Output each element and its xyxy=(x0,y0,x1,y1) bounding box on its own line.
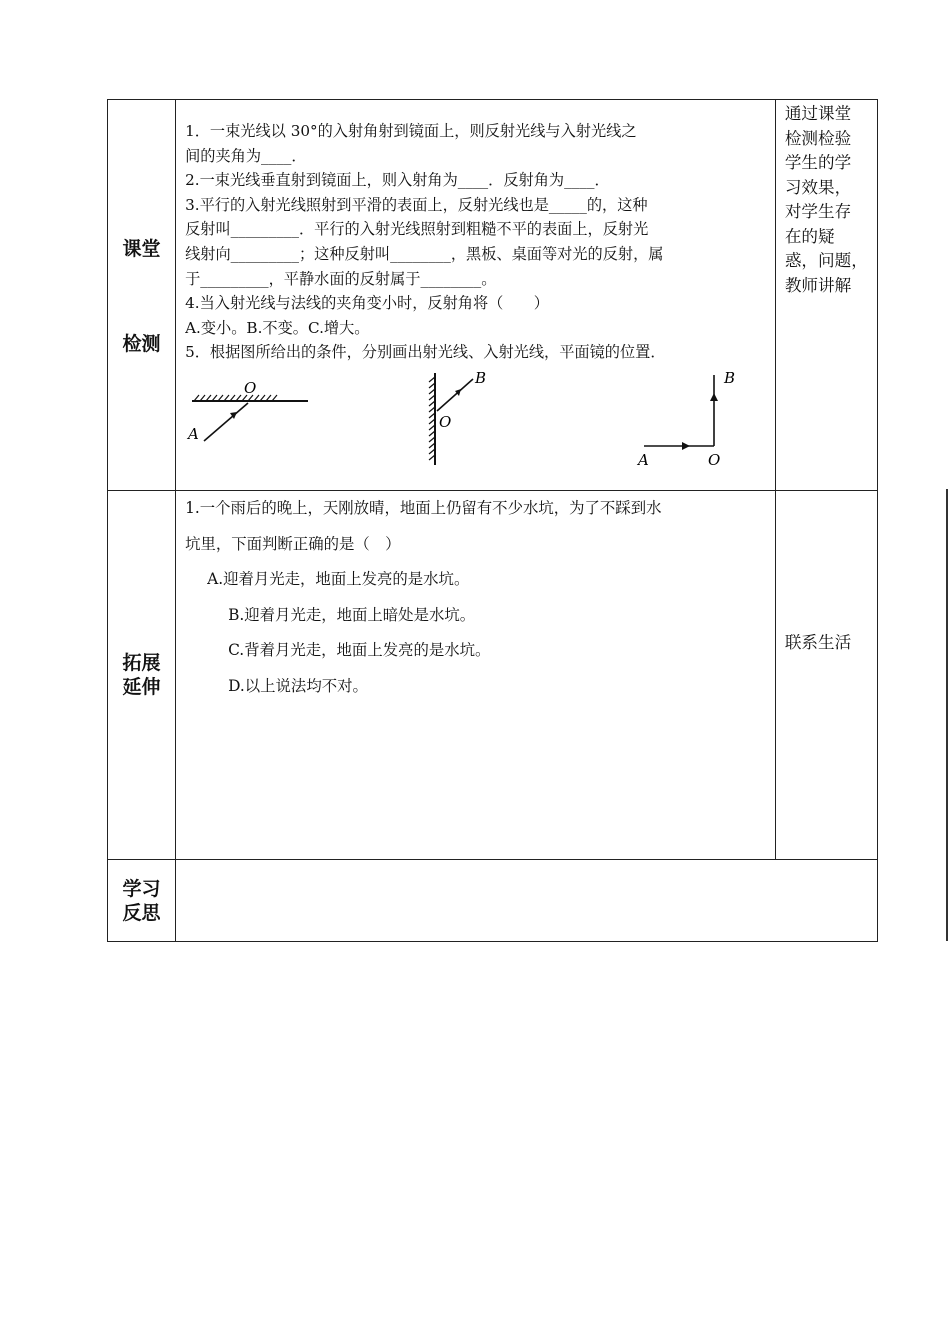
row-extension xyxy=(108,491,878,860)
question-line: 反射叫_________．平行的入射光线照射到粗糙不平的表面上，反射光 xyxy=(185,220,649,239)
option-c: C.背着月光走，地面上发亮的是水坑。 xyxy=(228,641,491,659)
fig3-label-a: A xyxy=(638,450,649,469)
figure-1-mirror xyxy=(186,373,316,453)
section-label-extension xyxy=(108,491,176,860)
question-line: 1.一个雨后的晚上，天刚放晴，地面上仍留有不少水坑，为了不踩到水 xyxy=(185,499,662,517)
label-bottom: 延伸 xyxy=(122,676,161,698)
figure-2-mirror xyxy=(421,367,511,471)
row-classroom-check xyxy=(108,100,878,491)
question-line: 3.平行的入射光线照射到平滑的表面上，反射光线也是_____的，这种 xyxy=(185,195,648,214)
label-bottom: 反思 xyxy=(122,901,161,924)
note-line: 教师讲解 xyxy=(784,275,852,295)
lesson-table xyxy=(107,99,878,942)
option-a: A.迎着月光走，地面上发亮的是水坑。 xyxy=(207,570,470,588)
fig1-label-a: A xyxy=(188,424,199,443)
note-line: 对学生存 xyxy=(784,202,852,221)
reflection-cell xyxy=(176,860,878,942)
diagram-area xyxy=(176,368,775,475)
teaching-note-cell xyxy=(775,100,877,491)
question-line: 5．根据图所给出的条件，分别画出射光线、入射光线，平面镜的位置． xyxy=(185,343,666,362)
question-line: 1．一束光线以 30°的入射角射到镜面上，则反射光线与入射光线之 xyxy=(185,122,637,140)
section-label-reflection xyxy=(108,860,176,942)
question-line: 于_________，平静水面的反射属于________。 xyxy=(185,269,497,288)
label-top: 课堂 xyxy=(122,238,161,260)
questions-cell xyxy=(176,100,776,491)
note-line: 在的疑 xyxy=(784,226,835,246)
fig2-label-b: B xyxy=(475,368,487,387)
label-top: 学习 xyxy=(122,877,161,900)
label-bottom: 检测 xyxy=(122,333,161,355)
section-label-classroom-check xyxy=(108,100,176,491)
extension-questions-cell xyxy=(176,491,776,860)
note-line: 学生的学 xyxy=(784,153,852,172)
fig2-label-o: O xyxy=(439,412,452,431)
label-top: 拓展 xyxy=(122,652,161,674)
fig1-label-o: O xyxy=(244,378,257,397)
option-d: D.以上说法均不对。 xyxy=(228,676,368,695)
note-line: 通过课堂 xyxy=(784,104,852,123)
figure-3-rays xyxy=(628,367,748,471)
teaching-note xyxy=(776,100,877,298)
row-reflection xyxy=(108,860,878,942)
question-line: 线射向_________；这种反射叫________，黑板、桌面等对光的反射，属 xyxy=(185,244,664,263)
extension-note: 联系生活 xyxy=(784,633,852,652)
page-edge-line xyxy=(946,489,948,941)
note-line: 检测检验 xyxy=(784,128,852,148)
question-line: 间的夹角为____． xyxy=(185,146,307,165)
note-line: 惑，问题， xyxy=(784,251,868,270)
note-line: 习效果， xyxy=(784,177,852,197)
question-line: 坑里，下面判断正确的是（ ） xyxy=(185,534,401,553)
question-line: 2.一束光线垂直射到镜面上，则入射角为____．反射角为____． xyxy=(185,171,610,190)
question-line: A.变小。B.不变。C.增大。 xyxy=(185,318,370,337)
fig3-label-o: O xyxy=(708,450,721,469)
fig3-label-b: B xyxy=(724,368,736,387)
option-b: B.迎着月光走，地面上暗处是水坑。 xyxy=(228,605,476,624)
extension-question xyxy=(176,491,775,704)
question-line: 4.当入射光线与法线的夹角变小时，反射角将（ ） xyxy=(185,294,549,313)
question-list xyxy=(176,100,775,369)
extension-note-cell xyxy=(775,491,877,860)
